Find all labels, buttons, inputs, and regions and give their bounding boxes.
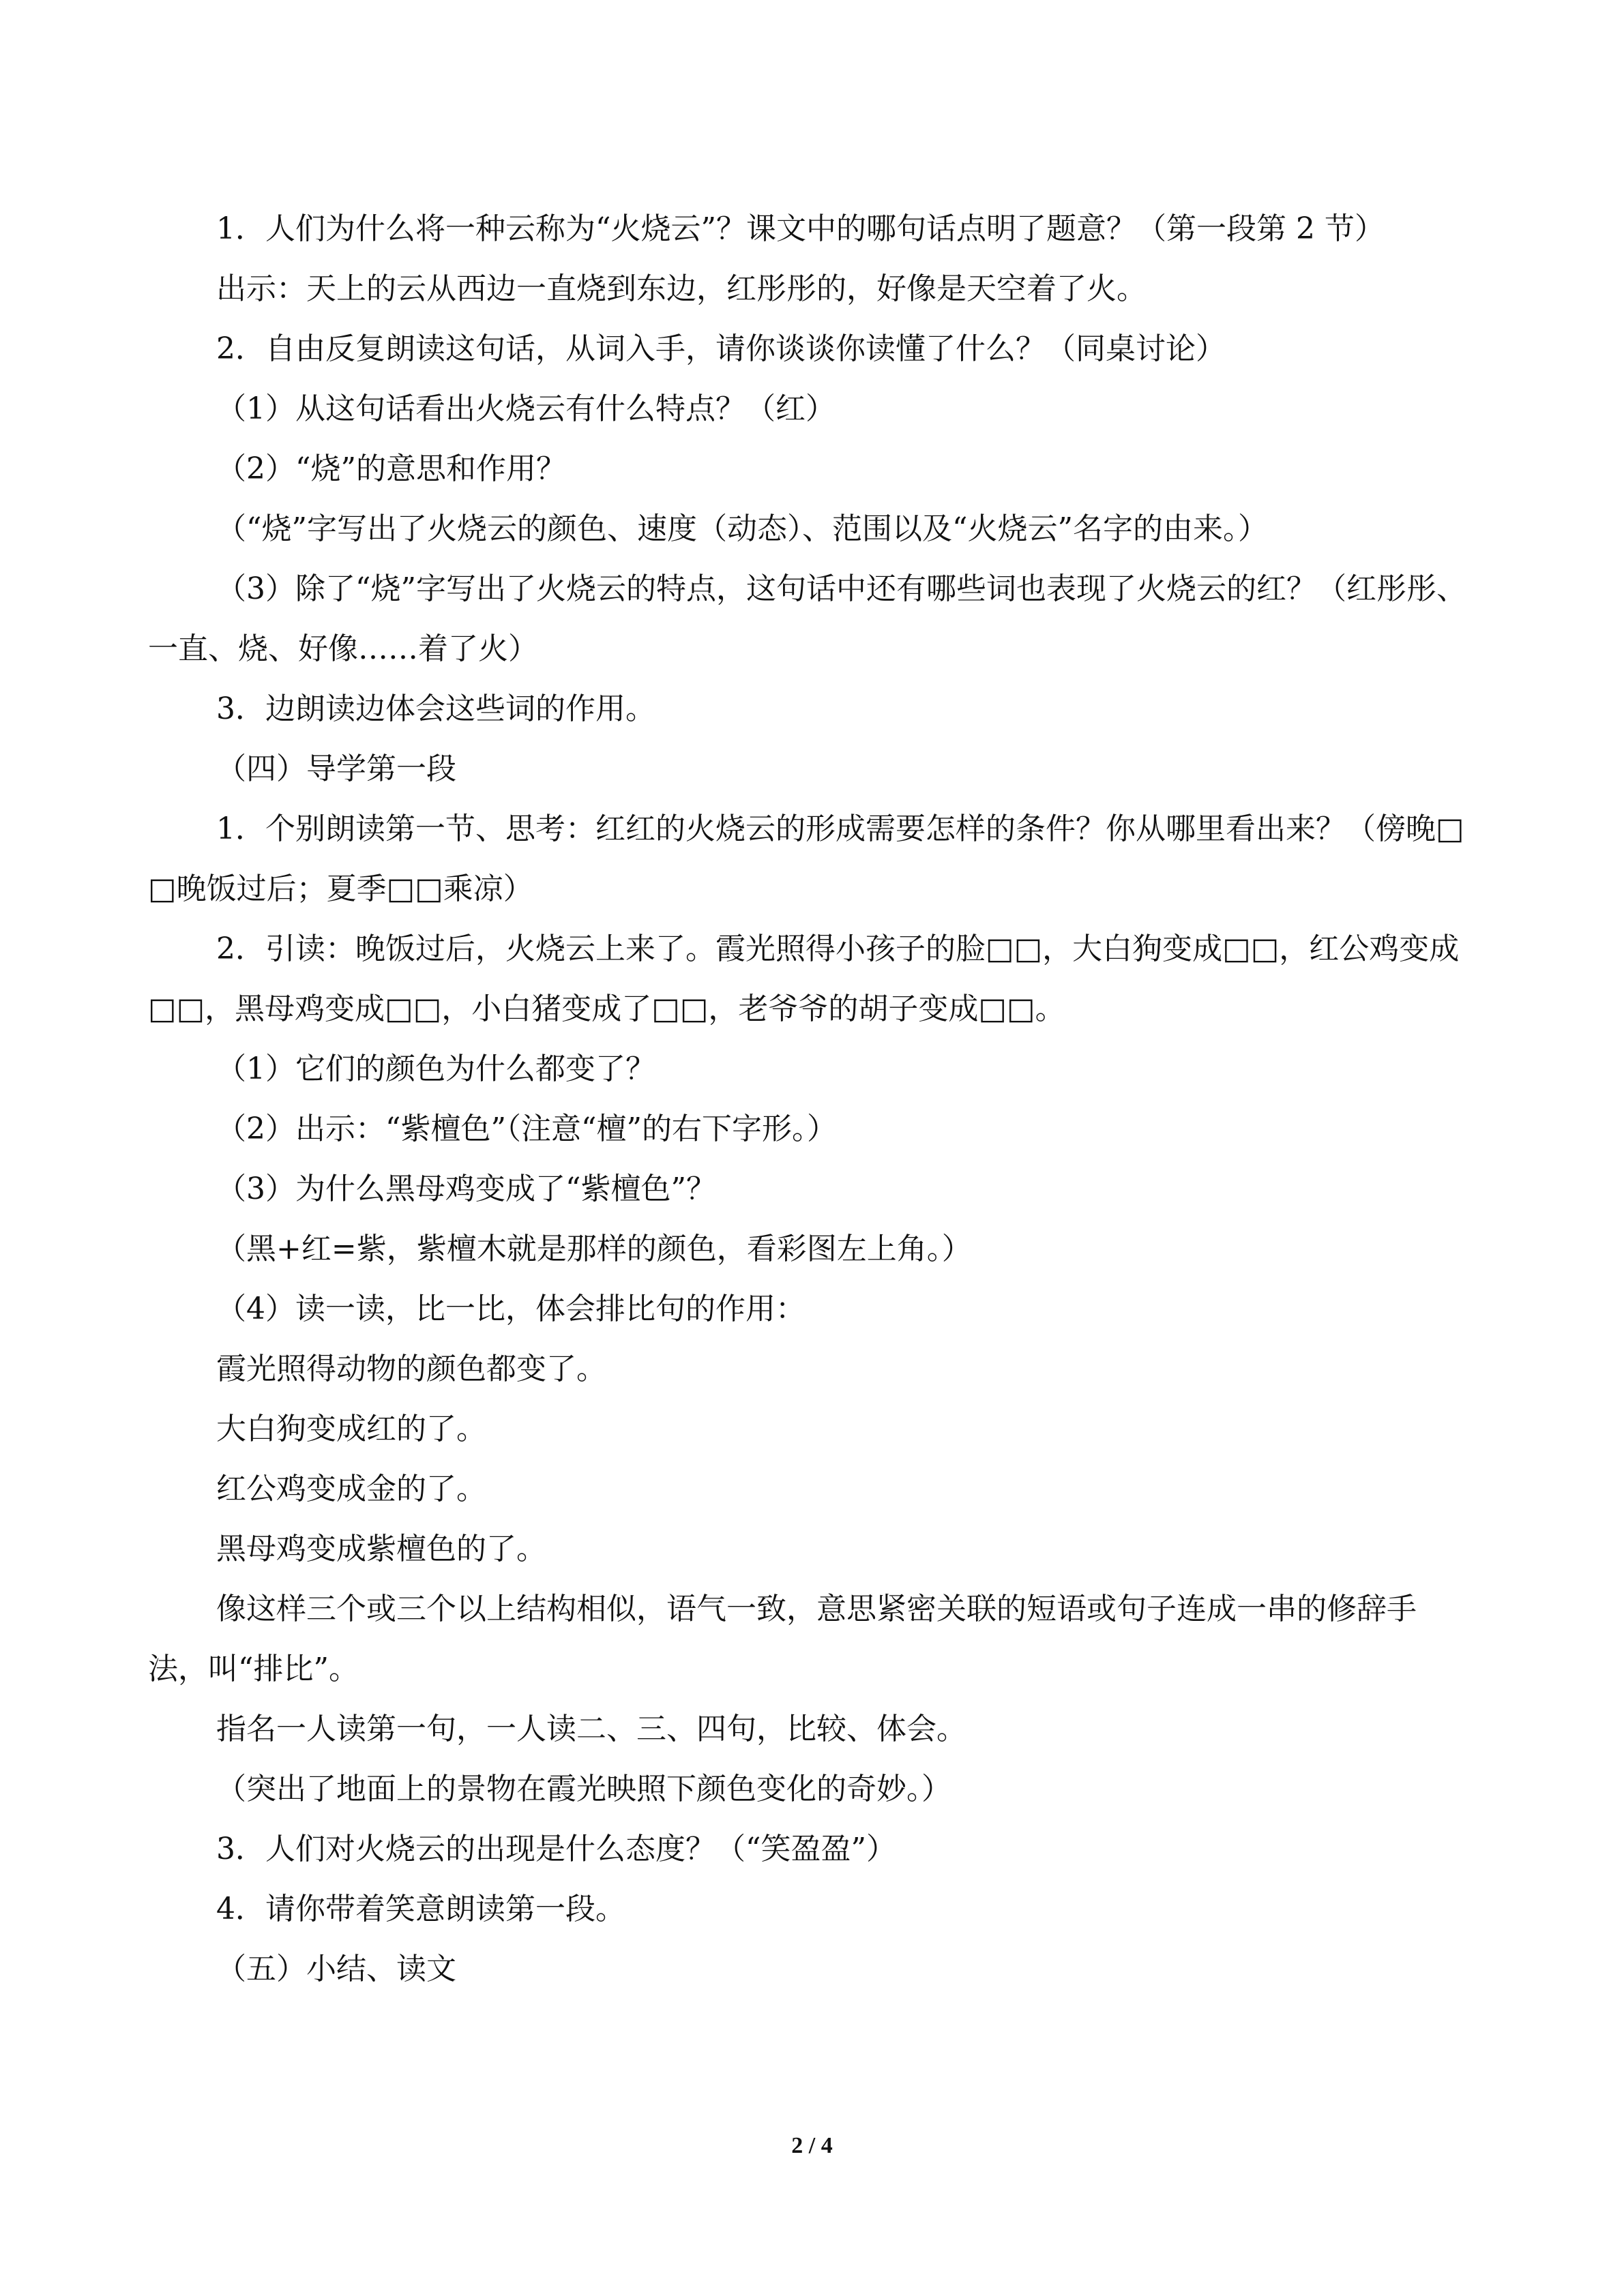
paragraph: （1）从这句话看出火烧云有什么特点？（红）	[216, 391, 836, 426]
paragraph: （1）它们的颜色为什么都变了？	[216, 1052, 655, 1086]
paragraph: （黑+红=紫，紫檀木就是那样的颜色，看彩图左上角。）	[216, 1232, 972, 1266]
paragraph: （3）为什么黑母鸡变成了“紫檀色”？	[216, 1172, 716, 1206]
paragraph: 4．请你带着笑意朗读第一段。	[216, 1892, 625, 1926]
paragraph: 1．人们为什么将一种云称为“火烧云”？课文中的哪句话点明了题意？（第一段第 2 节）	[216, 211, 1385, 246]
paragraph: （突出了地面上的景物在霞光映照下颜色变化的奇妙。）	[216, 1772, 951, 1806]
paragraph: 指名一人读第一句，一人读二、三、四句，比较、体会。	[216, 1712, 966, 1746]
paragraph: 3．人们对火烧云的出现是什么态度？（“笑盈盈”）	[216, 1832, 896, 1866]
paragraph: 像这样三个或三个以上结构相似，语气一致，意思紧密关联的短语或句子连成一串的修辞手法，叫“排比”。	[148, 1592, 1417, 1686]
page-number: 2 / 4	[791, 2133, 833, 2158]
paragraph: 2．自由反复朗读这句话，从词入手，请你谈谈你读懂了什么？（同桌讨论）	[216, 331, 1226, 366]
document-body	[148, 199, 1475, 1999]
example-sentence: 大白狗变成红的了。	[216, 1412, 486, 1446]
paragraph: 2．引读：晚饭过后，火烧云上来了。霞光照得小孩子的脸□□，大白狗变成□□，红公鸡变成□□，黑母鸡变成□□，小白猪变成了□□，老爷爷的胡子变成□□。	[148, 931, 1460, 1026]
paragraph: （2）“烧”的意思和作用？	[216, 451, 566, 486]
example-sentence: 霞光照得动物的颜色都变了。	[216, 1352, 606, 1386]
paragraph: （2）出示：“紫檀色”（注意“檀”的右下字形。）	[216, 1112, 837, 1146]
example-sentence: 红公鸡变成金的了。	[216, 1472, 486, 1506]
example-sentence: 黑母鸡变成紫檀色的了。	[216, 1532, 546, 1566]
paragraph: 1．个别朗读第一节、思考：红红的火烧云的形成需要怎样的条件？你从哪里看出来？（傍晚□□晚饭过后；夏季□□乘凉）	[148, 811, 1464, 906]
paragraph: 出示：天上的云从西边一直烧到东边，红彤彤的，好像是天空着了火。	[216, 271, 1147, 306]
paragraph: （3）除了“烧”字写出了火烧云的特点，这句话中还有哪些词也表现了火烧云的红？（红彤彤、一直、烧、好像……着了火）	[148, 571, 1466, 666]
paragraph: （4）读一读，比一比，体会排比句的作用：	[216, 1292, 806, 1326]
section-heading: （四）导学第一段	[216, 751, 456, 786]
paragraph: （“烧”字写出了火烧云的颜色、速度（动态）、范围以及“火烧云”名字的由来。）	[216, 511, 1268, 546]
section-heading: （五）小结、读文	[216, 1952, 456, 1986]
paragraph: 3．边朗读边体会这些词的作用。	[216, 691, 655, 726]
